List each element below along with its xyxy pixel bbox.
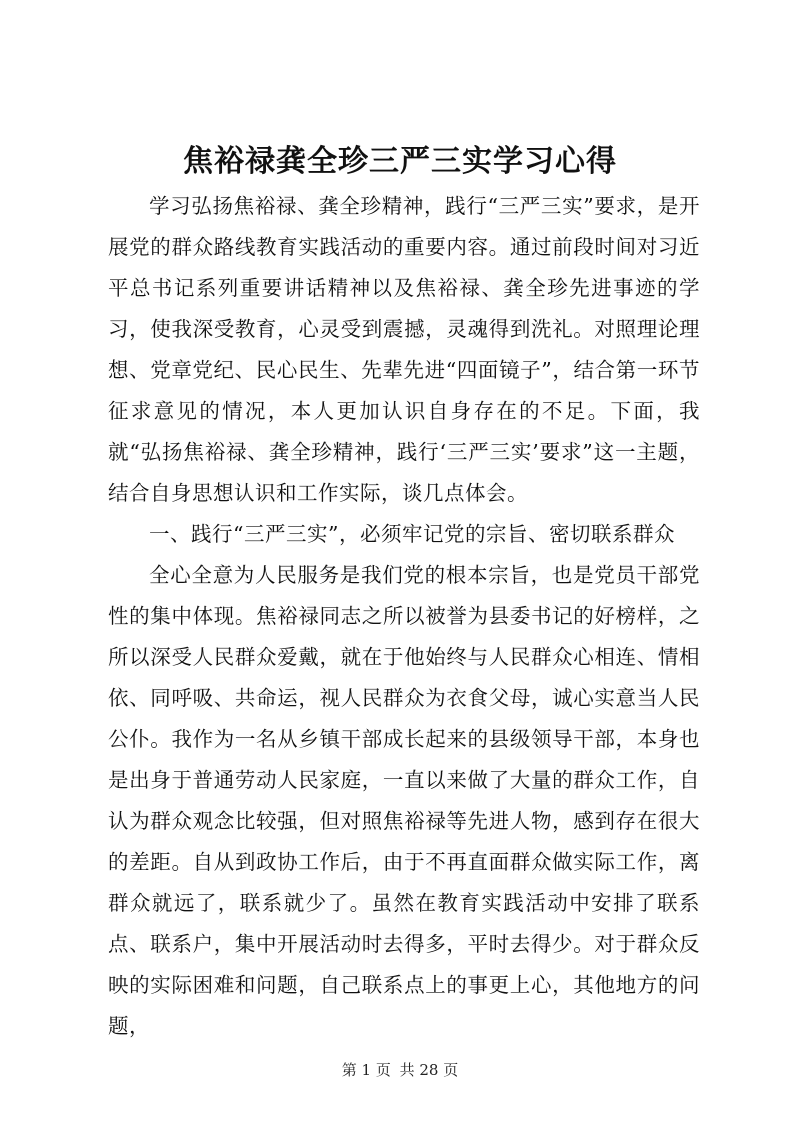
section-heading: 一、践行“三严三实”，必须牢记党的宗旨、密切联系群众 [149, 522, 675, 546]
document-body [108, 186, 700, 1047]
page-number: 第 1 页 [341, 1061, 391, 1079]
intro-paragraph: 学习弘扬焦裕禄、龚全珍精神，践行“三严三实”要求，是开展党的群众路线教育实践活动的重要内容。通过前段时间对习近平总书记系列重要讲话精神以及焦裕禄、龚全珍先进事迹的学习，使我深受教育，心灵受到震撼，灵魂得到洗礼。对照理论理想、党章党纪、民心民生、先辈先进“四面镜子”，结合第一环节征求意见的情况，本人更加认识自身存在的不足。下面，我就“弘扬焦裕禄、龚全珍精神，践行‘三严三实’要求”这一主题，结合自身思想认识和工作实际，谈几点体会。 [108, 194, 700, 505]
section-paragraph: 全心全意为人民服务是我们党的根本宗旨，也是党员干部党性的集中体现。焦裕禄同志之所以被誉为县委书记的好榜样，之所以深受人民群众爱戴，就在于他始终与人民群众心相连、情相依、同呼吸、共命运，视人民群众为衣食父母，诚心实意当人民公仆。我作为一名从乡镇干部成长起来的县级领导干部，本身也是出身于普通劳动人民家庭，一直以来做了大量的群众工作，自认为群众观念比较强，但对照焦裕禄等先进人物，感到存在很大的差距。自从到政协工作后，由于不再直面群众做实际工作，离群众就远了，联系就少了。虽然在教育实践活动中安排了联系点、联系户，集中开展活动时去得多，平时去得少。对于群众反映的实际困难和问题，自己联系点上的事更上心，其他地方的问题， [108, 563, 700, 1038]
page-footer [0, 1060, 800, 1080]
page-total: 共 28 页 [399, 1061, 459, 1079]
document-title: 焦裕禄龚全珍三严三实学习心得 [183, 144, 617, 179]
